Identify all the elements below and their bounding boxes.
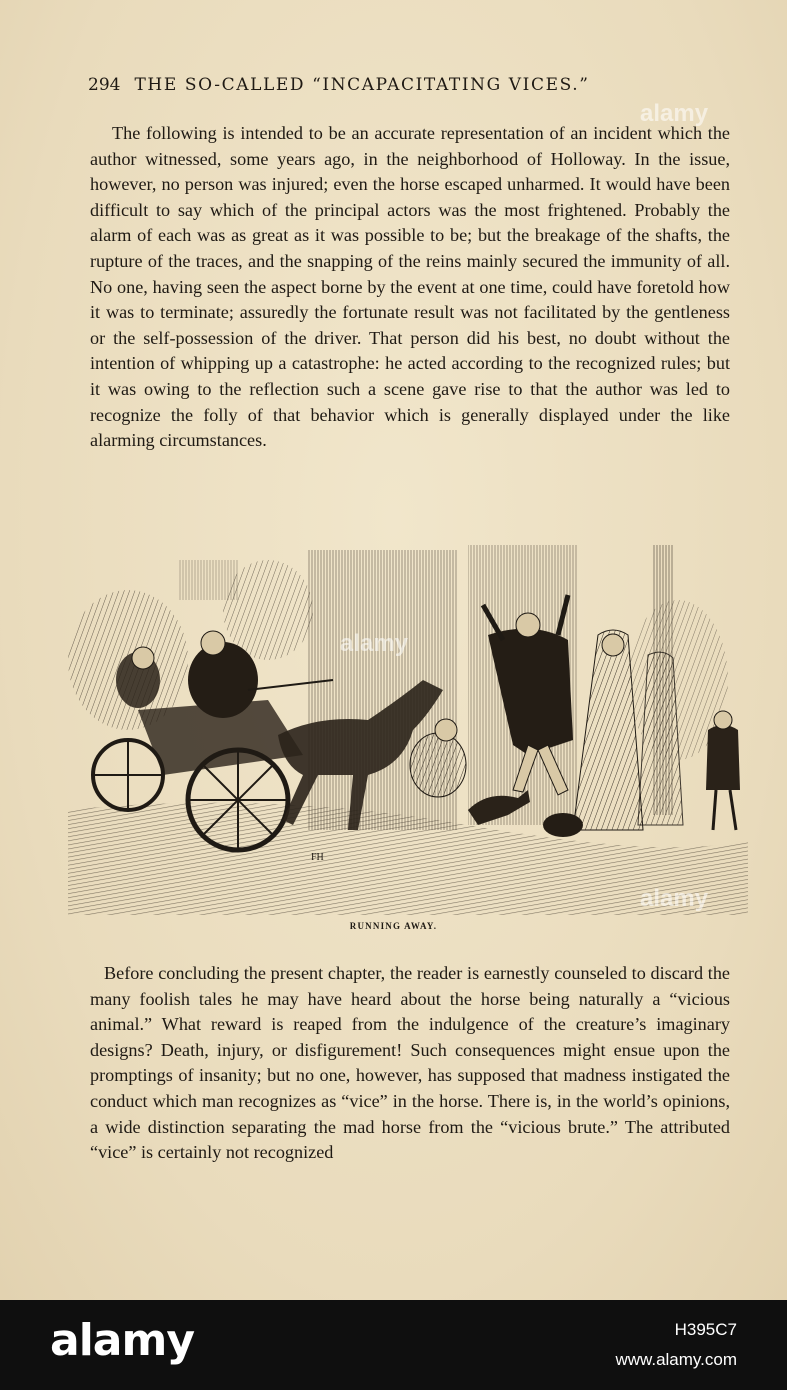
alamy-logo: alamy	[50, 1315, 194, 1366]
figure-caption: RUNNING AWAY.	[349, 921, 438, 931]
engraver-initials: FH	[311, 852, 324, 863]
watermark-text: alamy	[640, 885, 709, 912]
runaway-horse-engraving	[68, 540, 748, 915]
watermark-text: alamy	[340, 630, 409, 657]
paragraph-vicious-animal: Before concluding the present chapter, the reader is earnestly counseled to discard the many foolish tales he may have heard about the horse being naturally a “vicious animal.” What reward is reaped from the indulgence of the creature’s imaginary designs? Death, injury, or disfigurement! Such consequences might ensue upon the promptings of insanity; but no one, however, has supposed that madness instigated the conduct which man recognizes as “vice” in the horse. There is, in the world’s opinions, a wide distinction separating the mad horse from the “vicious brute.” The attributed “vice” is certainly not recognized	[90, 963, 730, 1163]
engraving-illustration	[68, 540, 748, 915]
running-head	[88, 75, 728, 95]
image-id: H395C7	[674, 1320, 737, 1339]
running-title: THE SO-CALLED “INCAPACITATING VICES.”	[134, 75, 590, 95]
watermark-text: alamy	[640, 100, 709, 127]
paragraph-incident: The following is intended to be an accurate representation of an incident which the author witnessed, some years ago, in the neighborhood of Holloway. In the issue, however, no person was injured; even the horse escaped unharmed. It would have been difficult to say which of the principal actors was the most frightened. Probably the alarm of each was as great as it was possible to be; but the breakage of the shafts, the rupture of the traces, and the snapping of the reins mainly secured the immunity of all. No one, having seen the aspect borne by the event at one time, could have foretold how it was to terminate; assuredly the fortunate result was not facilitated by the gentleness or the self-possession of the driver. That person did his best, no doubt without the intention of whipping up a catastrophe: he acted according to the recognized rules; but it was owing to the reflection such a scene gave rise to that the author was led to recognize the folly of that behavior which is generally displayed under the like alarming circumstances.	[90, 123, 730, 451]
stock-url: www.alamy.com	[615, 1350, 737, 1369]
stock-footer-bar	[0, 1300, 787, 1390]
page-number: 294	[88, 75, 121, 95]
